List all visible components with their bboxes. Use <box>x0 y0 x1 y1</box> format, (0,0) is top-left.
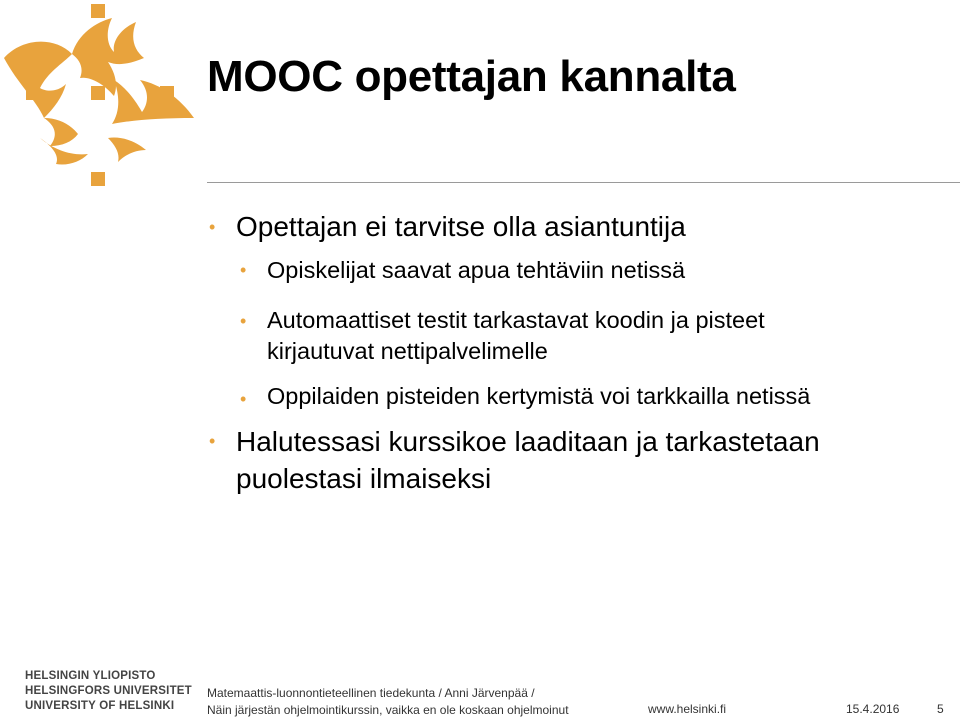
bullet-dot-icon: • <box>209 217 216 237</box>
bullet-text-continuation: kirjautuvat nettipalvelimelle <box>267 338 548 364</box>
bullet-dot-icon: • <box>209 431 216 451</box>
footer-url-link[interactable]: www.helsinki.fi <box>648 702 727 716</box>
bullet-dot-icon: • <box>240 260 247 280</box>
university-name-swedish: HELSINGFORS UNIVERSITET <box>25 685 192 697</box>
page-number: 5 <box>937 702 944 716</box>
faculty-author: Matemaattis-luonnontieteellinen tiedekunta / Anni Järvenpää / <box>207 686 535 700</box>
presentation-title: Näin järjestän ohjelmointikurssin, vaikka en ole koskaan ohjelmoinut <box>207 703 569 717</box>
university-name-block <box>25 669 192 714</box>
university-name-finnish: HELSINGIN YLIOPISTO <box>25 670 156 682</box>
bullet-dot-icon: • <box>240 389 247 409</box>
footer-info <box>207 685 569 719</box>
bullet-text-continuation: puolestasi ilmaiseksi <box>236 463 492 494</box>
university-name-english: UNIVERSITY OF HELSINKI <box>25 700 175 712</box>
footer-date: 15.4.2016 <box>846 702 900 716</box>
bullet-dot-icon: • <box>240 311 247 331</box>
helsinki-flame-logo-icon <box>0 0 210 190</box>
title-divider <box>207 182 960 183</box>
bullet-text: Opiskelijat saavat apua tehtäviin netissä <box>267 257 686 283</box>
bullet-text: Halutessasi kurssikoe laaditaan ja tarkastetaan <box>236 426 820 457</box>
bullet-text: Oppilaiden pisteiden kertymistä voi tarkkailla netissä <box>267 383 811 409</box>
slide-title: MOOC opettajan kannalta <box>207 52 736 101</box>
bullet-text: Automaattiset testit tarkastavat koodin ja pisteet <box>267 307 765 333</box>
bullet-text: Opettajan ei tarvitse olla asiantuntija <box>236 211 686 242</box>
